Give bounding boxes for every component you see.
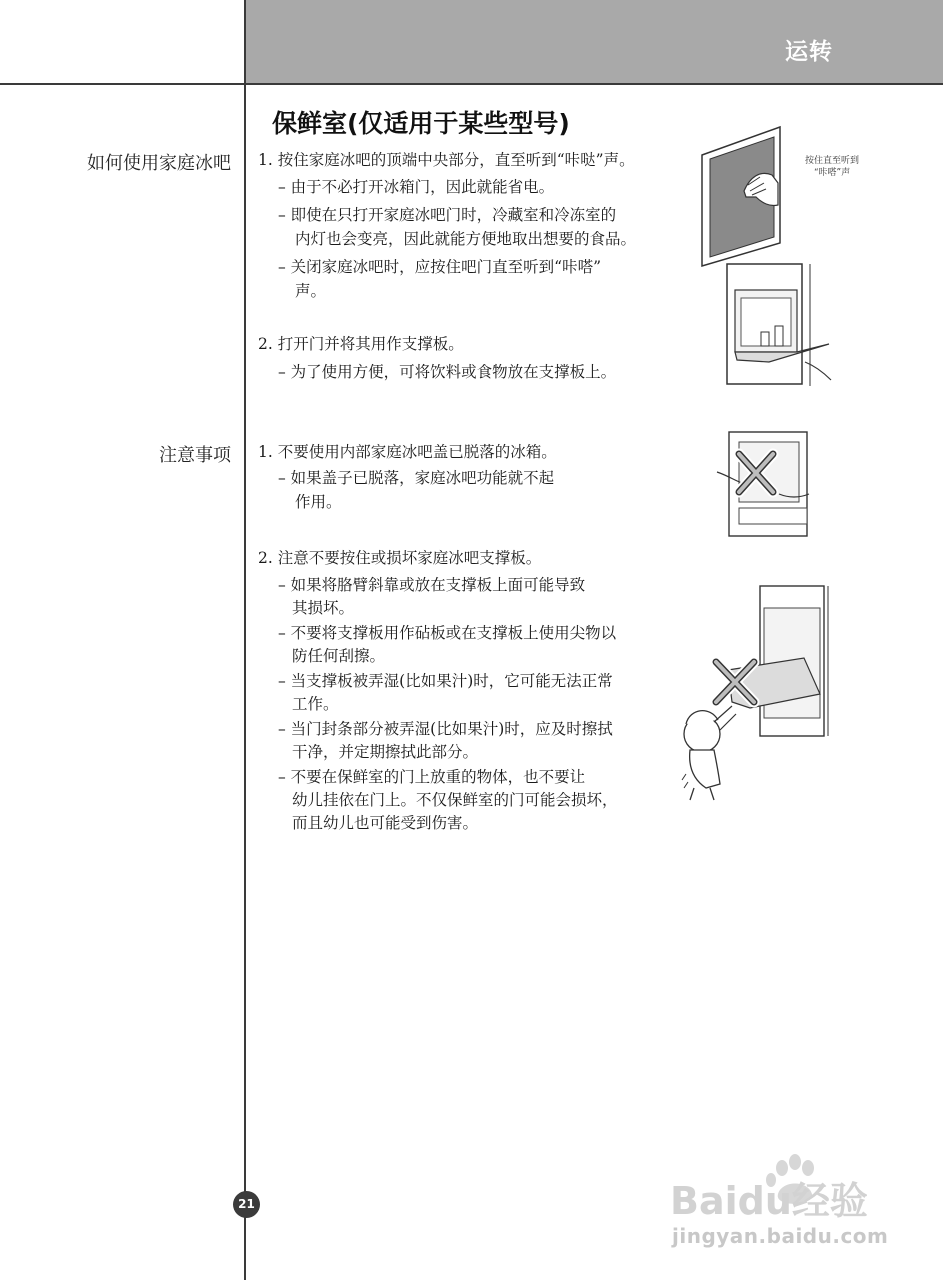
bullet-text: – 即使在只打开家庭冰吧门时，冷藏室和冷冻室的 bbox=[278, 206, 617, 224]
bullet-text: 工作。 bbox=[292, 695, 339, 713]
header-band bbox=[246, 0, 943, 84]
bullet-text: 干净，并定期擦拭此部分。 bbox=[292, 743, 479, 761]
bullet-text: 幼儿挂依在门上。不仅保鲜室的门可能会损坏， bbox=[292, 791, 618, 809]
bullet-text: – 关闭家庭冰吧时，应按住吧门直至听到“咔嗒” bbox=[278, 258, 602, 276]
header-title: 运转 bbox=[785, 39, 833, 65]
bullet-text: 作用。 bbox=[295, 493, 342, 511]
hand-press-illustration bbox=[700, 125, 782, 268]
bullet-text: 内灯也会变亮，因此就能方便地取出想要的食品。 bbox=[295, 230, 637, 248]
bullet-text: 而且幼儿也可能受到伤害。 bbox=[292, 814, 479, 832]
label-cautions: 注意事项 bbox=[159, 445, 231, 466]
bullet-text: – 当支撑板被弄湿(比如果汁)时，它可能无法正常 bbox=[278, 672, 613, 690]
bullet-text: – 不要将支撑板用作砧板或在支撑板上使用尖物以 bbox=[278, 624, 617, 642]
baidu-watermark-logo bbox=[670, 1150, 900, 1230]
label-how-to-use: 如何使用家庭冰吧 bbox=[87, 153, 231, 174]
bullet-text: 声。 bbox=[295, 282, 327, 300]
page-number: 21 bbox=[233, 1191, 260, 1218]
bullet-text: – 如果盖子已脱落，家庭冰吧功能就不起 bbox=[278, 469, 555, 487]
bullet-text: – 不要在保鲜室的门上放重的物体，也不要让 bbox=[278, 768, 586, 786]
caution-1-text: 1. 不要使用内部家庭冰吧盖已脱落的冰箱。 bbox=[258, 443, 557, 461]
margin-divider bbox=[244, 0, 246, 1280]
caption-line: “咔嗒”声 bbox=[813, 168, 851, 178]
watermark-url: jingyan.baidu.com bbox=[672, 1224, 889, 1248]
bullet-text: – 为了使用方便，可将饮料或食物放在支撑板上。 bbox=[278, 363, 617, 381]
caption-line: 按住直至听到 bbox=[804, 156, 859, 166]
section-title: 保鲜室(仅适用于某些型号) bbox=[272, 109, 570, 138]
watermark-brand: Baidu经验 bbox=[670, 1179, 868, 1223]
step-1-text: 1. 按住家庭冰吧的顶端中央部分，直至听到“咔哒”声。 bbox=[258, 151, 635, 169]
bullet-text: 其损坏。 bbox=[292, 599, 355, 617]
missing-cover-x-illustration bbox=[715, 428, 810, 538]
top-rule bbox=[0, 83, 943, 85]
open-door-tray-illustration bbox=[725, 262, 833, 386]
bullet-text: 防任何刮擦。 bbox=[292, 647, 386, 665]
bullet-text: – 由于不必打开冰箱门，因此就能省电。 bbox=[278, 178, 555, 196]
step-2-text: 2. 打开门并将其用作支撑板。 bbox=[258, 335, 464, 353]
caution-2-text: 2. 注意不要按住或损坏家庭冰吧支撑板。 bbox=[258, 549, 542, 567]
figure-caption bbox=[792, 155, 872, 179]
bullet-text: – 如果将胳臂斜靠或放在支撑板上面可能导致 bbox=[278, 576, 586, 594]
bullet-text: – 当门封条部分被弄湿(比如果汁)时，应及时擦拭 bbox=[278, 720, 613, 738]
child-hanging-x-illustration bbox=[680, 584, 835, 804]
